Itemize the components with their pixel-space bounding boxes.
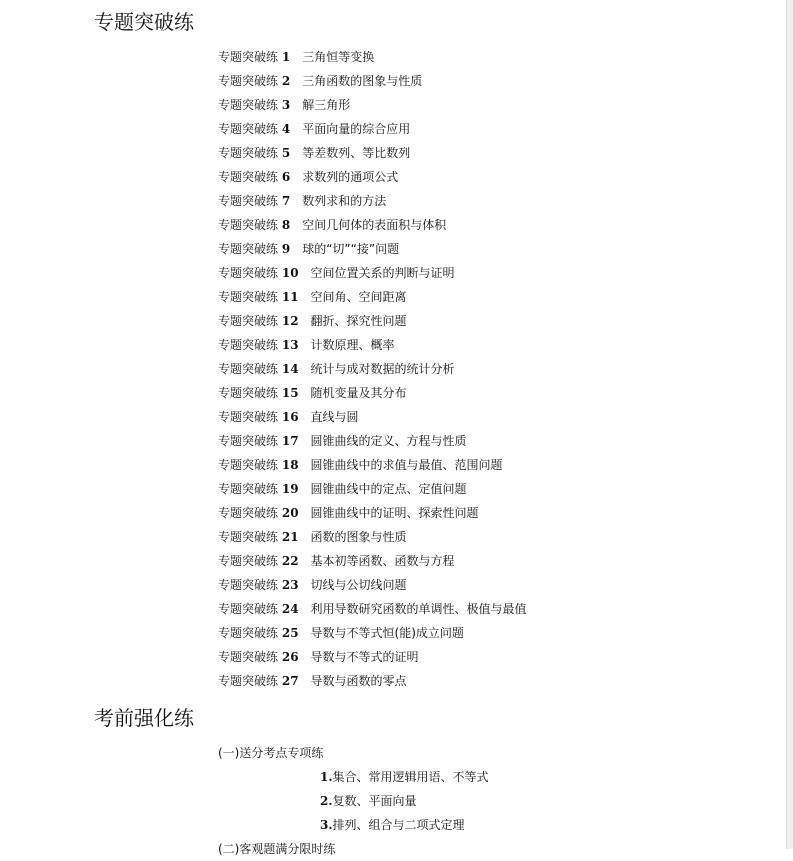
toc-entry-number: 3 — [281, 98, 291, 112]
subsection-entry-dot: . — [328, 770, 333, 784]
toc-entry[interactable] — [218, 453, 527, 477]
toc-entry-number: 25 — [281, 626, 299, 640]
toc-entry-prefix: 专题突破练 — [218, 74, 279, 88]
toc-entry-number: 1 — [281, 50, 291, 64]
toc-entry-number: 20 — [281, 506, 299, 520]
toc-entry-title: 直线与圆 — [310, 410, 359, 424]
toc-entry-prefix: 专题突破练 — [218, 146, 279, 160]
toc-entry-number: 26 — [281, 650, 299, 664]
toc-entry-number: 16 — [281, 410, 299, 424]
toc-entry-prefix: 专题突破练 — [218, 482, 279, 496]
toc-entry-prefix: 专题突破练 — [218, 410, 279, 424]
toc-entry[interactable] — [218, 669, 527, 693]
toc-entry-title: 圆锥曲线的定义、方程与性质 — [310, 434, 467, 448]
subsection-entry-dot: . — [328, 794, 333, 808]
toc-entry-prefix: 专题突破练 — [218, 458, 279, 472]
toc-entry-number: 17 — [281, 434, 299, 448]
toc-entry[interactable] — [218, 237, 527, 261]
toc-entry-title: 圆锥曲线中的证明、探索性问题 — [310, 506, 479, 520]
toc-entry-number: 18 — [281, 458, 299, 472]
toc-entry[interactable] — [218, 141, 527, 165]
toc-entry[interactable] — [218, 525, 527, 549]
toc-entry[interactable] — [218, 357, 527, 381]
toc-entry-prefix: 专题突破练 — [218, 362, 279, 376]
toc-entry[interactable] — [218, 261, 527, 285]
toc-entry[interactable] — [218, 501, 527, 525]
toc-entry-title: 空间角、空间距离 — [310, 290, 407, 304]
toc-entry-title: 导数与不等式恒(能)成立问题 — [310, 626, 464, 640]
toc-entry-prefix: 专题突破练 — [218, 530, 279, 544]
toc-entry-number: 24 — [281, 602, 299, 616]
toc-entry-number: 15 — [281, 386, 299, 400]
toc-entry-number: 19 — [281, 482, 299, 496]
toc-entry-prefix: 专题突破练 — [218, 170, 279, 184]
toc-entry-prefix: 专题突破练 — [218, 434, 279, 448]
toc-entry-number: 12 — [281, 314, 299, 328]
page-edge — [786, 0, 793, 849]
toc-entry-prefix: 专题突破练 — [218, 578, 279, 592]
toc-entry[interactable] — [218, 597, 527, 621]
section-heading-special-breakthrough: 专题突破练 — [94, 10, 194, 34]
toc-entry-prefix: 专题突破练 — [218, 650, 279, 664]
toc-entry[interactable] — [218, 69, 527, 93]
toc-entry[interactable] — [218, 549, 527, 573]
subsection-entry-dot: . — [328, 818, 333, 832]
toc-entry[interactable] — [218, 165, 527, 189]
toc-entry-prefix: 专题突破练 — [218, 290, 279, 304]
toc-entry-title: 圆锥曲线中的定点、定值问题 — [310, 482, 467, 496]
toc-entry-title: 三角函数的图象与性质 — [302, 74, 423, 88]
toc-entry-title: 球的“切”“接”问题 — [302, 242, 400, 256]
toc-entry[interactable] — [218, 477, 527, 501]
toc-entry[interactable] — [218, 405, 527, 429]
toc-list-special-breakthrough — [218, 45, 527, 693]
subsection-entry-title: 排列、组合与二项式定理 — [332, 818, 465, 832]
toc-entry[interactable] — [218, 333, 527, 357]
toc-entry[interactable] — [218, 429, 527, 453]
toc-entry-prefix: 专题突破练 — [218, 194, 279, 208]
toc-entry-prefix: 专题突破练 — [218, 122, 279, 136]
toc-entry-title: 统计与成对数据的统计分析 — [310, 362, 455, 376]
toc-entry-number: 8 — [281, 218, 291, 232]
toc-entry-prefix: 专题突破练 — [218, 98, 279, 112]
subsection-entry-title: 复数、平面向量 — [332, 794, 417, 808]
toc-entry[interactable] — [218, 93, 527, 117]
toc-entry-title: 计数原理、概率 — [310, 338, 395, 352]
toc-entry-number: 21 — [281, 530, 299, 544]
toc-entry-prefix: 专题突破练 — [218, 626, 279, 640]
subsection-heading[interactable]: (一)送分考点专项练 — [218, 746, 324, 760]
toc-entry-title: 切线与公切线问题 — [310, 578, 407, 592]
toc-entry[interactable] — [218, 285, 527, 309]
toc-entry-number: 6 — [281, 170, 291, 184]
toc-entry-title: 解三角形 — [302, 98, 351, 112]
subsection-entry[interactable] — [320, 789, 489, 813]
toc-entry-number: 5 — [281, 146, 291, 160]
toc-entry[interactable] — [218, 45, 527, 69]
toc-entry-title: 基本初等函数、函数与方程 — [310, 554, 455, 568]
toc-entry-title: 等差数列、等比数列 — [302, 146, 411, 160]
toc-entry-number: 22 — [281, 554, 299, 568]
toc-entry-title: 导数与不等式的证明 — [310, 650, 419, 664]
subsection-entry-number: 3 — [320, 818, 329, 832]
toc-entry-title: 数列求和的方法 — [302, 194, 387, 208]
toc-entry[interactable] — [218, 621, 527, 645]
subsection-entry-title: 集合、常用逻辑用语、不等式 — [332, 770, 489, 784]
toc-entry[interactable] — [218, 117, 527, 141]
section-heading-pre-exam: 考前强化练 — [94, 706, 194, 730]
toc-entry[interactable] — [218, 381, 527, 405]
toc-entry-title: 翻折、探究性问题 — [310, 314, 407, 328]
toc-entry-prefix: 专题突破练 — [218, 674, 279, 688]
toc-entry-title: 求数列的通项公式 — [302, 170, 399, 184]
toc-entry-prefix: 专题突破练 — [218, 242, 279, 256]
toc-entry-number: 11 — [281, 290, 299, 304]
toc-entry-number: 27 — [281, 674, 299, 688]
toc-entry-number: 9 — [281, 242, 291, 256]
toc-entry-title: 三角恒等变换 — [302, 50, 375, 64]
toc-entry-prefix: 专题突破练 — [218, 266, 279, 280]
subsection-heading[interactable]: (二)客观题满分限时练 — [218, 842, 336, 856]
toc-entry-prefix: 专题突破练 — [218, 314, 279, 328]
toc-entry[interactable] — [218, 309, 527, 333]
toc-entry-title: 空间位置关系的判断与证明 — [310, 266, 455, 280]
toc-entry-title: 圆锥曲线中的求值与最值、范围问题 — [310, 458, 503, 472]
toc-entry-number: 7 — [281, 194, 291, 208]
subsection-entry-number: 1 — [320, 770, 329, 784]
subsection-entry[interactable] — [320, 765, 489, 789]
toc-entry-title: 平面向量的综合应用 — [302, 122, 411, 136]
toc-entry[interactable] — [218, 213, 527, 237]
toc-entry-prefix: 专题突破练 — [218, 338, 279, 352]
toc-entry-title: 导数与函数的零点 — [310, 674, 407, 688]
toc-entry-prefix: 专题突破练 — [218, 506, 279, 520]
toc-entry[interactable] — [218, 573, 527, 597]
toc-entry-number: 14 — [281, 362, 299, 376]
toc-entry-prefix: 专题突破练 — [218, 50, 279, 64]
toc-entry-number: 13 — [281, 338, 299, 352]
toc-entry-prefix: 专题突破练 — [218, 218, 279, 232]
toc-entry-number: 23 — [281, 578, 299, 592]
toc-entry-number: 2 — [281, 74, 291, 88]
toc-entry[interactable] — [218, 189, 527, 213]
toc-entry-number: 4 — [281, 122, 291, 136]
subsection-entry[interactable] — [320, 813, 489, 837]
subsection-entry-number: 2 — [320, 794, 329, 808]
toc-entry-title: 利用导数研究函数的单调性、极值与最值 — [310, 602, 527, 616]
toc-entry-title: 随机变量及其分布 — [310, 386, 407, 400]
toc-entry-title: 空间几何体的表面积与体积 — [302, 218, 447, 232]
toc-entry-title: 函数的图象与性质 — [310, 530, 407, 544]
toc-entry-prefix: 专题突破练 — [218, 386, 279, 400]
toc-entry-number: 10 — [281, 266, 299, 280]
subsection-list — [320, 765, 489, 837]
toc-entry-prefix: 专题突破练 — [218, 554, 279, 568]
toc-entry-prefix: 专题突破练 — [218, 602, 279, 616]
toc-entry[interactable] — [218, 645, 527, 669]
